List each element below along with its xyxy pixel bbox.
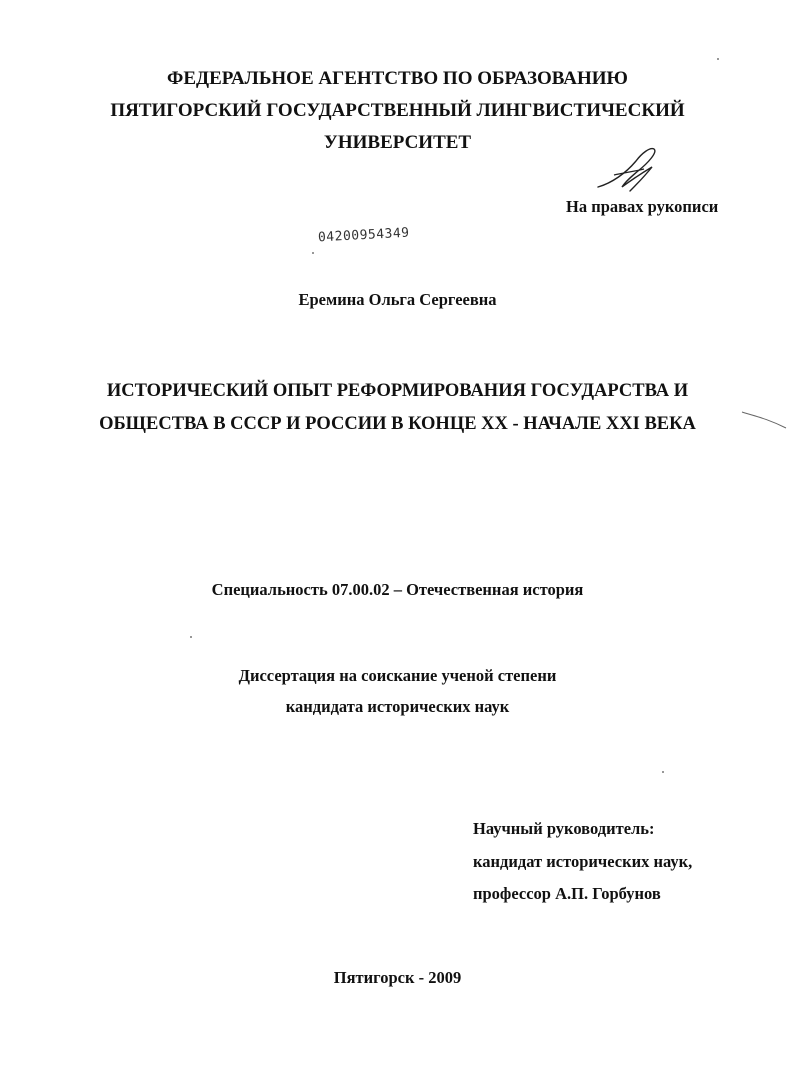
degree-line-2: кандидата исторических наук <box>285 697 510 716</box>
dissertation-title-line-1: ИСТОРИЧЕСКИЙ ОПЫТ РЕФОРМИРОВАНИЯ ГОСУДАРСТВА И <box>106 381 689 401</box>
organization-line-2: ПЯТИГОРСКИЙ ГОСУДАРСТВЕННЫЙ ЛИНГВИСТИЧЕСКИЙ <box>110 100 685 121</box>
supervisor-degree: кандидат исторических наук, <box>473 852 693 871</box>
dissertation-title-line-2: ОБЩЕСТВА В СССР И РОССИИ В КОНЦЕ XX - НАЧАЛЕ XXI ВЕКА <box>99 414 696 434</box>
organization-line-1: ФЕДЕРАЛЬНОЕ АГЕНТСТВО ПО ОБРАЗОВАНИЮ <box>167 68 628 89</box>
manuscript-rights-note: На правах рукописи <box>566 197 719 216</box>
scan-speck <box>312 252 314 254</box>
specialty-line: Специальность 07.00.02 – Отечественная история <box>211 580 584 599</box>
signature-mark <box>592 143 664 195</box>
supervisor-name: профессор А.П. Горбунов <box>473 884 661 903</box>
scan-speck <box>662 771 664 773</box>
organization-line-3: УНИВЕРСИТЕТ <box>323 132 472 153</box>
scan-speck <box>190 636 192 638</box>
scan-speck <box>717 58 719 60</box>
city-year: Пятигорск - 2009 <box>333 968 462 987</box>
inventory-stamp-number: 04200954349 <box>317 225 410 246</box>
author-name: Еремина Ольга Сергеевна <box>298 290 497 309</box>
degree-line-1: Диссертация на соискание ученой степени <box>238 666 557 685</box>
stray-pen-mark <box>740 408 788 430</box>
supervisor-label: Научный руководитель: <box>473 819 655 838</box>
